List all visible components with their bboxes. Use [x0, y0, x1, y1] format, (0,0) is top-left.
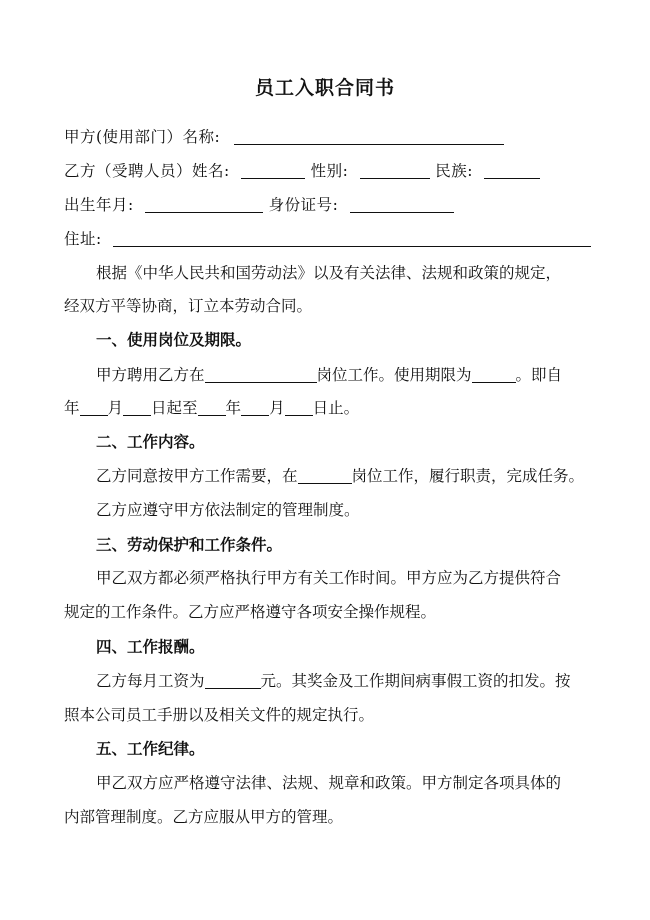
ethnicity-label: 民族:	[435, 162, 473, 180]
birth-blank[interactable]	[145, 196, 263, 213]
section-2-heading: 二、工作内容。	[96, 433, 205, 451]
party-b-name-blank[interactable]	[241, 162, 305, 179]
work-position-blank[interactable]	[298, 467, 352, 484]
section-4-line-2: 照本公司员工手册以及相关文件的规定执行。	[64, 706, 375, 724]
birth-label: 出生年月:	[64, 196, 134, 214]
address-blank[interactable]	[113, 230, 591, 247]
s1-day-label: 日起至	[151, 399, 198, 417]
start-year-blank[interactable]	[80, 399, 108, 416]
ethnicity-blank[interactable]	[484, 162, 540, 179]
s1-end-month-label: 月	[269, 399, 285, 417]
address-row	[64, 229, 591, 249]
s2-text-a: 乙方同意按甲方工作需要，在	[96, 467, 298, 485]
section-1-line-2	[64, 398, 359, 418]
party-b-row	[64, 161, 540, 181]
salary-blank[interactable]	[205, 672, 261, 689]
section-4-line-1	[96, 671, 571, 691]
party-a-label: 甲方(使用部门）名称:	[64, 128, 221, 146]
position-blank[interactable]	[205, 366, 317, 383]
address-label: 住址:	[64, 230, 102, 248]
section-2-line-1	[96, 466, 584, 486]
end-day-blank[interactable]	[285, 399, 313, 416]
section-1-line-1	[96, 365, 562, 385]
section-5-line-2: 内部管理制度。乙方应服从甲方的管理。	[64, 808, 344, 826]
end-year-blank[interactable]	[198, 399, 226, 416]
party-b-label: 乙方（受聘人员）姓名:	[64, 162, 230, 180]
s1-text-a: 甲方聘用乙方在	[96, 366, 205, 384]
period-blank[interactable]	[472, 366, 516, 383]
section-4-heading: 四、工作报酬。	[96, 638, 205, 656]
section-2-line-2: 乙方应遵守甲方依法制定的管理制度。	[96, 501, 360, 519]
section-3-heading: 三、劳动保护和工作条件。	[96, 536, 283, 554]
document-title: 员工入职合同书	[254, 77, 395, 99]
party-a-row	[64, 127, 504, 147]
s1-year-label: 年	[64, 399, 80, 417]
s1-end-year-label: 年	[225, 399, 242, 417]
s4-text-b: 元。其奖金及工作期间病事假工资的扣发。按	[260, 672, 571, 690]
end-month-blank[interactable]	[241, 399, 269, 416]
s2-text-b: 岗位工作，履行职责，完成任务。	[351, 467, 585, 485]
s1-month-label: 月	[107, 399, 124, 417]
s1-end-day-label: 日止。	[312, 399, 360, 417]
section-1-heading: 一、使用岗位及期限。	[96, 331, 252, 349]
party-a-name-blank[interactable]	[234, 128, 504, 145]
intro-line-1: 根据《中华人民共和国劳动法》以及有关法律、法规和政策的规定，	[96, 264, 562, 282]
section-3-line-2: 规定的工作条件。乙方应严格遵守各项安全操作规程。	[64, 603, 437, 621]
intro-line-2: 经双方平等协商，订立本劳动合同。	[64, 297, 313, 315]
id-number-label: 身份证号:	[268, 196, 339, 214]
birth-row	[64, 195, 454, 215]
section-5-heading: 五、工作纪律。	[96, 740, 205, 758]
gender-blank[interactable]	[360, 162, 430, 179]
section-3-line-1: 甲乙双方都必须严格执行甲方有关工作时间。甲方应为乙方提供符合	[96, 569, 562, 587]
s1-text-b: 岗位工作。使用期限为	[316, 366, 472, 384]
id-number-blank[interactable]	[350, 196, 454, 213]
s1-text-c: 。即自	[515, 366, 563, 384]
section-5-line-1: 甲乙双方应严格遵守法律、法规、规章和政策。甲方制定各项具体的	[96, 774, 562, 792]
gender-label: 性别:	[310, 162, 349, 180]
s4-text-a: 乙方每月工资为	[96, 672, 205, 690]
start-month-blank[interactable]	[123, 399, 151, 416]
